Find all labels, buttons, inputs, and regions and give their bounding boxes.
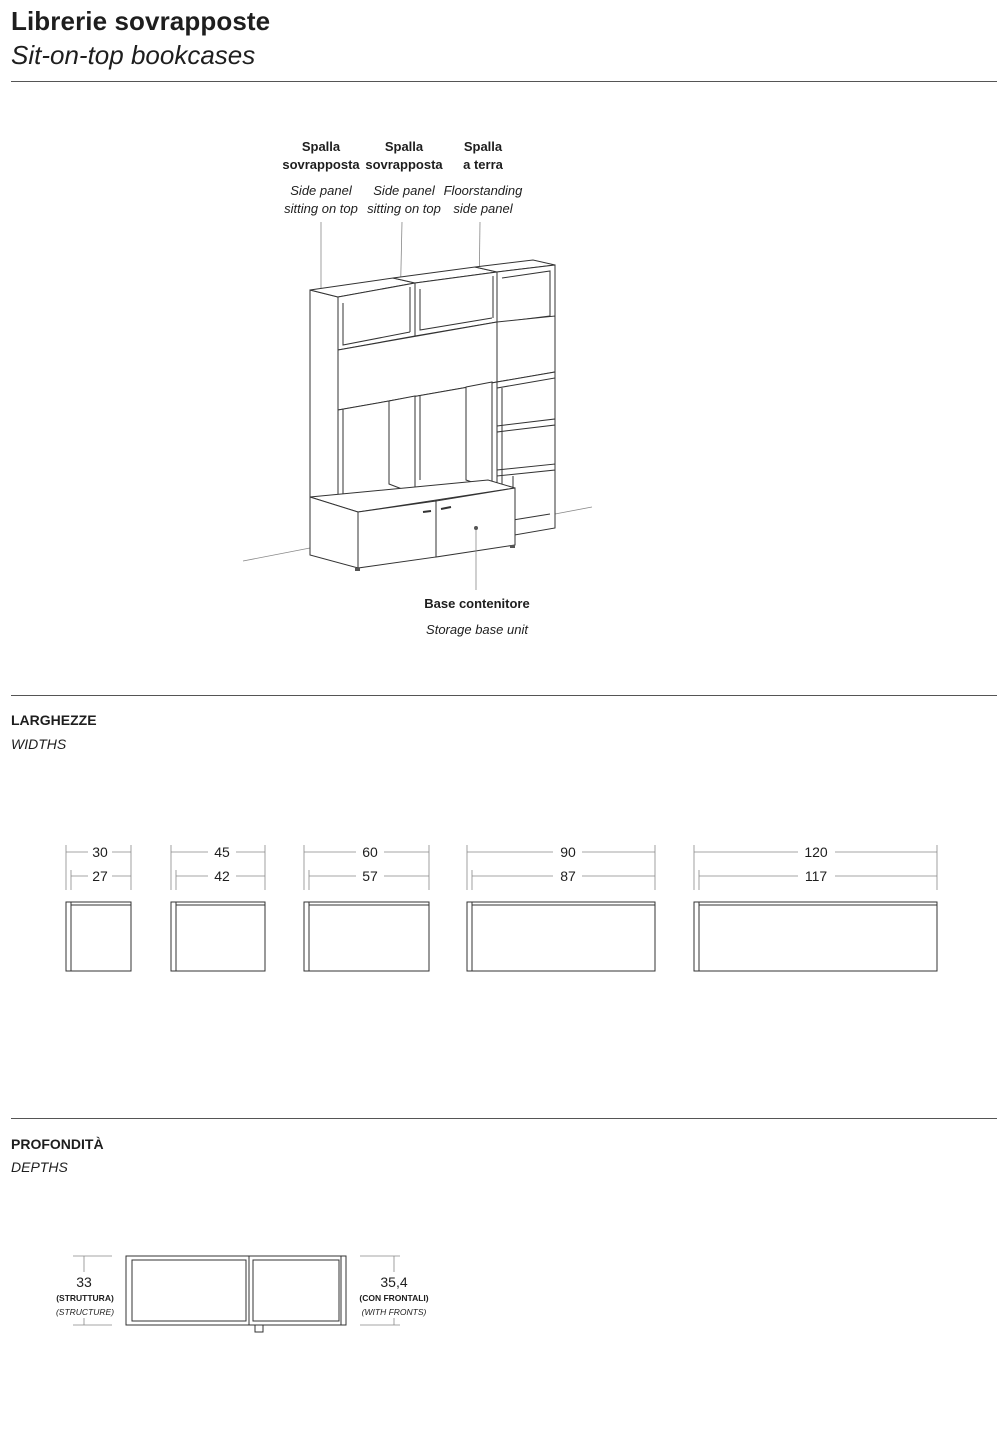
page-subtitle: Sit-on-top bookcases	[11, 40, 256, 70]
svg-text:Spalla: Spalla	[301, 139, 341, 154]
svg-text:Side panel: Side panel	[373, 183, 435, 198]
svg-text:(WITH FRONTS): (WITH FRONTS)	[361, 1307, 427, 1317]
svg-text:sovrapposta: sovrapposta	[282, 157, 360, 172]
widths-heading: LARGHEZZE	[11, 712, 97, 728]
depths-subheading: DEPTHS	[11, 1159, 68, 1175]
svg-text:117: 117	[804, 868, 828, 884]
svg-text:57: 57	[362, 868, 378, 884]
svg-text:Floorstanding: Floorstanding	[443, 183, 523, 198]
svg-text:(STRUCTURE): (STRUCTURE)	[55, 1307, 115, 1317]
svg-text:33: 33	[76, 1274, 92, 1290]
widths-subheading: WIDTHS	[11, 736, 67, 752]
svg-text:Side panel: Side panel	[290, 183, 352, 198]
svg-text:side panel: side panel	[453, 201, 513, 216]
page-title: Librerie sovrapposte	[11, 6, 271, 36]
svg-text:Base contenitore: Base contenitore	[424, 596, 530, 611]
depth-section-drawing	[126, 1256, 346, 1332]
svg-text:Spalla: Spalla	[463, 139, 503, 154]
svg-text:60: 60	[362, 844, 378, 860]
svg-text:120: 120	[804, 844, 828, 860]
svg-text:Storage base unit: Storage base unit	[426, 622, 528, 637]
svg-text:sitting on top: sitting on top	[284, 201, 358, 216]
svg-text:sitting on top: sitting on top	[367, 201, 441, 216]
svg-text:27: 27	[92, 868, 108, 884]
svg-text:35,4: 35,4	[380, 1274, 408, 1290]
svg-text:sovrapposta: sovrapposta	[365, 157, 443, 172]
svg-text:30: 30	[92, 844, 108, 860]
depth-fronts-dimension	[359, 1256, 428, 1325]
svg-text:87: 87	[560, 868, 576, 884]
svg-text:45: 45	[214, 844, 230, 860]
svg-text:90: 90	[560, 844, 576, 860]
svg-text:(CON FRONTALI): (CON FRONTALI)	[359, 1293, 429, 1303]
depths-heading: PROFONDITÀ	[11, 1136, 104, 1152]
svg-text:(STRUTTURA): (STRUTTURA)	[56, 1293, 114, 1303]
svg-text:Spalla: Spalla	[384, 139, 424, 154]
svg-text:42: 42	[214, 868, 230, 884]
depth-structure-dimension	[56, 1256, 114, 1325]
svg-text:a terra: a terra	[463, 157, 503, 172]
